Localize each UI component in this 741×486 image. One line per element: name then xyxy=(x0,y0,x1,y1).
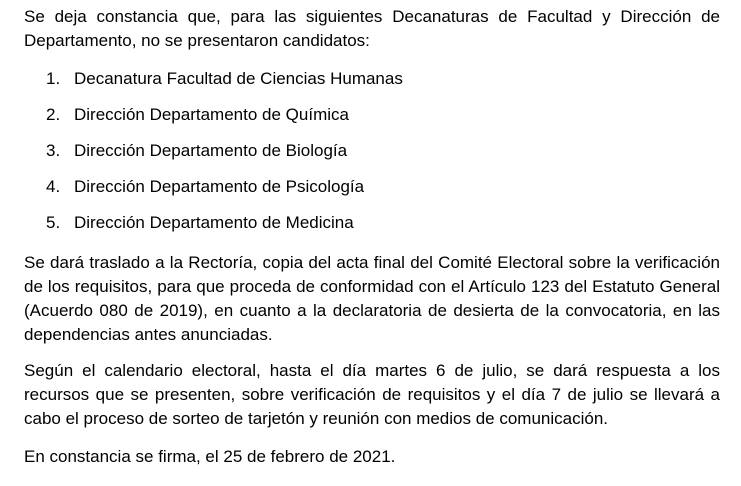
list-item-text: Dirección Departamento de Química xyxy=(74,105,349,124)
list-item-text: Dirección Departamento de Medicina xyxy=(74,213,354,232)
list-item-number: 4. xyxy=(46,177,61,196)
list-item xyxy=(46,61,720,97)
calendar-paragraph: Según el calendario electoral, hasta el día martes 6 de julio, se dará respuesta a los recursos que se presenten, sobre verificación de requisitos y el día 7 de julio se llevará a cabo el proceso de sorteo de tarjetón y reunión con medios de comunicación. xyxy=(24,361,720,428)
list-item-number: 5. xyxy=(46,213,61,232)
document-body xyxy=(24,0,720,469)
list-item-text: Dirección Departamento de Biología xyxy=(74,141,348,160)
list-item xyxy=(46,97,720,133)
list-item-number: 3. xyxy=(46,141,61,160)
list-item-number: 1. xyxy=(46,69,61,88)
list-item-text: Dirección Departamento de Psicología xyxy=(74,177,365,196)
list-item xyxy=(46,169,720,205)
list-item-number: 2. xyxy=(46,105,61,124)
list-item xyxy=(46,133,720,169)
closing-line: En constancia se firma, el 25 de febrero de 2021. xyxy=(24,447,396,466)
vacant-positions-list xyxy=(24,61,720,241)
rectoria-paragraph: Se dará traslado a la Rectoría, copia del acta final del Comité Electoral sobre la verificación de los requisitos, para que proceda de conformidad con el Artículo 123 del Estatuto General (Acuerdo 080 de 2019), en cuanto a la declaratoria de desierta de la convocatoria, en las dependencias antes anunciadas. xyxy=(24,253,720,344)
list-item xyxy=(46,205,720,241)
intro-paragraph: Se deja constancia que, para las siguientes Decanaturas de Facultad y Dirección de Departamento, no se presentaron candidatos: xyxy=(24,7,720,50)
list-item-text: Decanatura Facultad de Ciencias Humanas xyxy=(74,69,403,88)
